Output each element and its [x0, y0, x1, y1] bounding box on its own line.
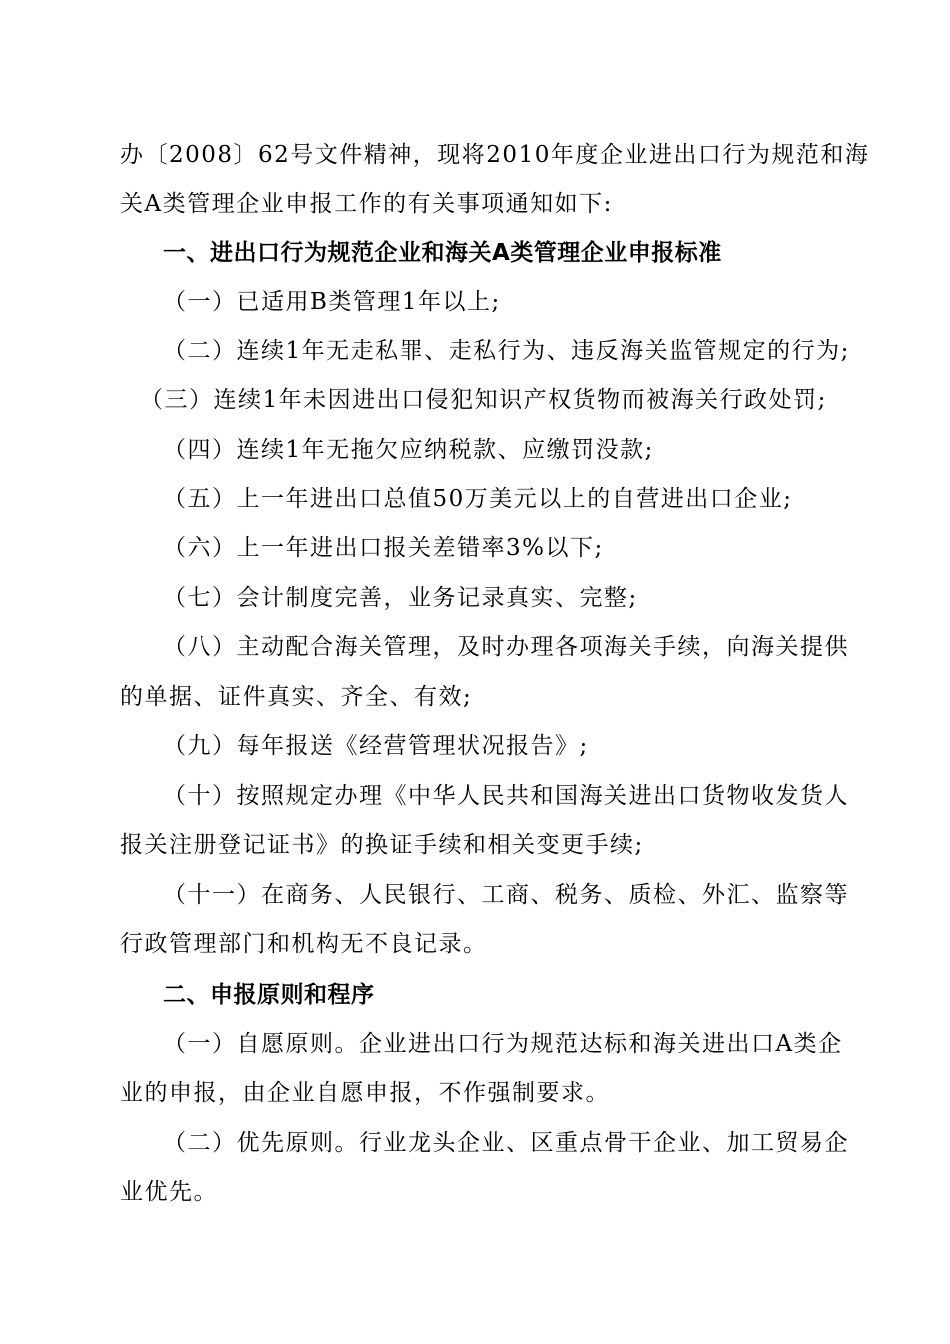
- list-item-7: （七）会计制度完善，业务记录真实、完整;: [163, 585, 638, 611]
- list-item-9: （九）每年报送《经营管理状况报告》;: [163, 733, 589, 759]
- principle-item-1-cont: 业的申报，由企业自愿申报，不作强制要求。: [120, 1080, 610, 1106]
- list-item-8: （八）主动配合海关管理，及时办理各项海关手续，向海关提供: [163, 634, 849, 660]
- principle-item-1: （一）自愿原则。企业进出口行为规范达标和海关进出口A类企: [163, 1031, 843, 1057]
- list-item-11: （十一）在商务、人民银行、工商、税务、质检、外汇、监察等: [163, 882, 849, 908]
- body-line-2: 关A类管理企业申报工作的有关事项通知如下:: [120, 191, 613, 217]
- list-item-1: （一）已适用B类管理1年以上;: [163, 289, 501, 315]
- list-item-2: （二）连续1年无走私罪、走私行为、违反海关监管规定的行为;: [163, 338, 850, 364]
- list-item-3: （三）连续1年未因进出口侵犯知识产权货物而被海关行政处罚;: [140, 387, 827, 413]
- list-item-10-cont: 报关注册登记证书》的换证手续和相关变更手续;: [120, 832, 644, 858]
- section-heading-1: 一、进出口行为规范企业和海关A类管理企业申报标准: [163, 240, 722, 266]
- list-item-8-cont: 的单据、证件真实、齐全、有效;: [120, 684, 473, 710]
- list-item-11-cont: 行政管理部门和机构无不良记录。: [120, 931, 488, 957]
- section-heading-2: 二、申报原则和程序: [163, 982, 375, 1008]
- list-item-10: （十）按照规定办理《中华人民共和国海关进出口货物收发货人: [163, 783, 849, 809]
- list-item-6: （六）上一年进出口报关差错率3%以下;: [163, 535, 604, 561]
- list-item-5: （五）上一年进出口总值50万美元以上的自营进出口企业;: [163, 486, 793, 512]
- principle-item-2-cont: 业优先。: [120, 1179, 218, 1205]
- list-item-4: （四）连续1年无拖欠应纳税款、应缴罚没款;: [163, 437, 654, 463]
- principle-item-2: （二）优先原则。行业龙头企业、区重点骨干企业、加工贸易企: [163, 1130, 849, 1156]
- body-line-1: 办〔2008〕62号文件精神，现将2010年度企业进出口行为规范和海: [120, 142, 870, 168]
